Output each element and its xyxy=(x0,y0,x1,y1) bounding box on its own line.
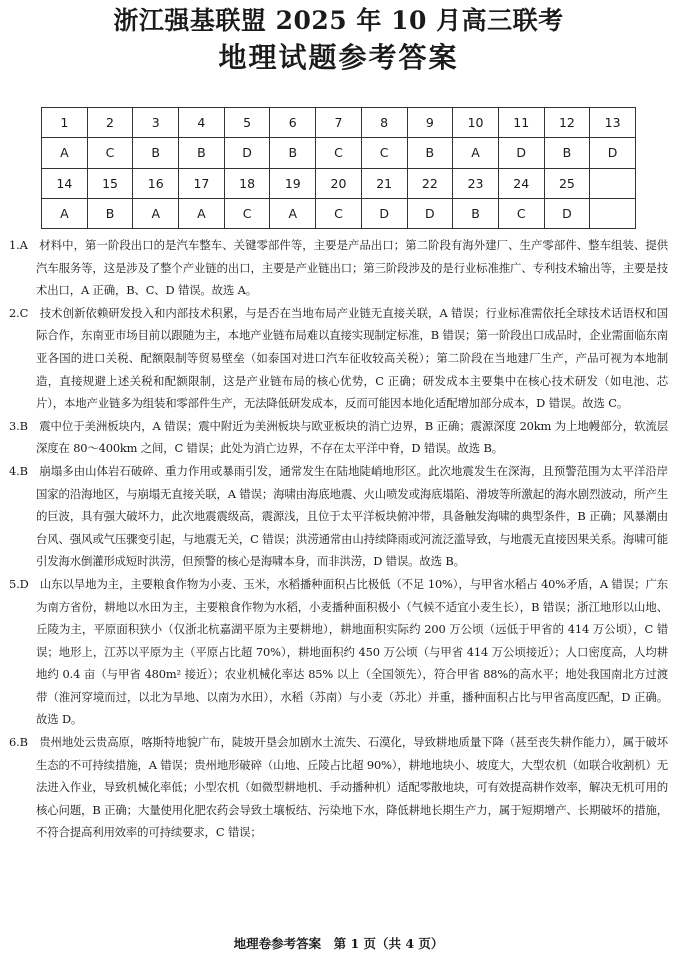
question-number-cell: 5 xyxy=(224,108,270,138)
question-number-cell: 12 xyxy=(544,108,590,138)
answer-cell: B xyxy=(270,138,316,168)
answer-cell: A xyxy=(133,198,179,228)
question-number-cell: 7 xyxy=(316,108,362,138)
question-number-cell: 11 xyxy=(498,108,544,138)
question-number-cell xyxy=(590,168,636,198)
explanations xyxy=(9,234,668,844)
answer-cell: B xyxy=(87,198,133,228)
answer-cell: D xyxy=(361,198,407,228)
answer-cell: C xyxy=(224,198,270,228)
question-number-cell: 16 xyxy=(133,168,179,198)
answer-cell: C xyxy=(316,198,362,228)
question-number-cell: 23 xyxy=(453,168,499,198)
explanation-5: 5.D 山东以旱地为主，主要粮食作物为小麦、玉米，水稻播种面积占比极低（不足 10%），与甲省水稻占 40%矛盾，A 错误；广东为南方省份，耕地以水田为主，主要粮食作物为水稻，小麦播种面积极小（气候不适宜小麦生长），B 错误；浙江地形以山地、丘陵为主，平原面积狭小（仅浙北杭嘉湖平原为主要耕地），耕地面积实际约 200 万公顷（远低于甲省的 414 万公顷），C 错误；地形上，江苏以平原为主（平原占比超 70%），耕地面积约 450 万公顷（与甲省 414 万公顷接近）；人口密度高，人均耕地约 0.4 亩（与甲省 480m² 接近）；农业机械化率达 85% 以上（全国领先），符合甲省 88%的高水平；地处我国南北方过渡带（淮河穿境而过，以北为旱地、以南为水田），水稻（苏南）与小麦（苏北）并重，播种面积占比与甲省高度匹配，D 正确。故选 D。 xyxy=(9,576,668,727)
question-number-cell: 24 xyxy=(498,168,544,198)
page-footer: 地理卷参考答案 第 1 页（共 4 页） xyxy=(233,936,444,951)
answer-cell: D xyxy=(224,138,270,168)
explanation-4: 4.B 崩塌多由山体岩石破碎、重力作用或暴雨引发，通常发生在陆地陡峭地形区。此次地震发生在深海，且预警范围为太平洋沿岸国家的沿海地区，与崩塌无直接关联，A 错误；海啸由海底地震、火山喷发或海底塌陷、滑坡等所激起的海水剧烈波动，所产生的巨波，具有强大破坏力，此次地震震级高，震源浅，且位于太平洋板块俯冲带，具备触发海啸的典型条件，B 正确；风暴潮由台风、强风或气压骤变引起，与地震无关，C 错误；洪涝通常由山持续降雨或河流泛滥导致，与地震无直接因果关系。海啸可能引发海水倒灌形成短时洪涝，但预警的核心是海啸本身，而非洪涝，D 错误。故选 B。 xyxy=(9,463,668,569)
page-header xyxy=(0,4,677,76)
answer-cell: B xyxy=(407,138,453,168)
answer-table-row xyxy=(42,108,636,138)
answer-table-row xyxy=(42,138,636,168)
answer-cell: C xyxy=(361,138,407,168)
question-number-cell: 6 xyxy=(270,108,316,138)
answer-cell: A xyxy=(42,198,88,228)
question-number-cell: 3 xyxy=(133,108,179,138)
answer-cell: B xyxy=(133,138,179,168)
explanation-3: 3.B 震中位于美洲板块内，A 错误；震中附近为美洲板块与欧亚板块的消亡边界，B 正确；震源深度 20km 为上地幔部分，软流层深度在 80～400km 之间，C 错误；此处为消亡边界，不存在太平洋中脊，D 错误。故选 B。 xyxy=(9,418,668,456)
answer-cell: D xyxy=(407,198,453,228)
question-number-cell: 2 xyxy=(87,108,133,138)
question-number-cell: 1 xyxy=(42,108,88,138)
answer-cell: D xyxy=(544,198,590,228)
explanation-2: 2.C 技术创新依赖研发投入和内部技术积累，与是否在当地布局产业链无直接关联，A 错误；行业标准需依托全球技术话语权和国际合作，东南亚市场目前以跟随为主，本地产业链布局难以直接实现制定标准，B 错误；第一阶段出口成品时，企业需面临东南亚各国的进口关税、配额限制等贸易壁垒（如泰国对进口汽车征收较高关税）；第二阶段在当地建厂生产，产品可视为本地制造，直接规避上述关税和配额限制，这是产业链布局的核心优势，C 正确；研发成本主要集中在核心技术研发（如电池、芯片），本地产业链多为组装和零部件生产，无法降低研发成本，反而可能因本地化适配增加部分成本，D 错误。故选 C。 xyxy=(9,305,668,411)
answer-cell: C xyxy=(87,138,133,168)
question-number-cell: 8 xyxy=(361,108,407,138)
answer-cell: A xyxy=(179,198,225,228)
question-number-cell: 4 xyxy=(179,108,225,138)
answer-cell: B xyxy=(544,138,590,168)
answer-cell: A xyxy=(270,198,316,228)
answer-table-row xyxy=(42,168,636,198)
question-number-cell: 10 xyxy=(453,108,499,138)
question-number-cell: 14 xyxy=(42,168,88,198)
answer-cell: C xyxy=(316,138,362,168)
answer-cell: D xyxy=(590,138,636,168)
question-number-cell: 20 xyxy=(316,168,362,198)
answer-key-title: 地理试题参考答案 xyxy=(218,41,459,74)
answer-cell: A xyxy=(42,138,88,168)
question-number-cell: 18 xyxy=(224,168,270,198)
answer-cell: A xyxy=(453,138,499,168)
question-number-cell: 22 xyxy=(407,168,453,198)
answer-cell xyxy=(590,198,636,228)
question-number-cell: 25 xyxy=(544,168,590,198)
explanation-1: 1.A 材料中，第一阶段出口的是汽车整车、关键零部件等，主要是产品出口；第二阶段有海外建厂、生产零部件、整车组装、提供汽车服务等，这是涉及了整个产业链的出口，主要是产业链出口；第三阶段涉及的是行业标准推广、专利技术输出等，主要是技术出口，A 正确，B、C、D 错误。故选 A。 xyxy=(9,238,668,298)
question-number-cell: 13 xyxy=(590,108,636,138)
question-number-cell: 21 xyxy=(361,168,407,198)
answer-cell: D xyxy=(498,138,544,168)
question-number-cell: 17 xyxy=(179,168,225,198)
question-number-cell: 19 xyxy=(270,168,316,198)
answer-table-row xyxy=(42,198,636,228)
answer-cell: C xyxy=(498,198,544,228)
answer-cell: B xyxy=(453,198,499,228)
explanation-6: 6.B 贵州地处云贵高原，喀斯特地貌广布，陡坡开垦会加剧水土流失、石漠化，导致耕地质量下降（甚至丧失耕作能力），属于破坏生态的不可持续措施，A 错误；贵州地形破碎（山地、丘陵占比超 90%），耕地地块小、坡度大，大型农机（如联合收割机）无法进入作业，导致机械化率低；小型农机（如微型耕地机、手动播种机）适配零散地块，可有效提高耕作效率，解决无机可用的核心问题，B 正确；大量使用化肥农药会导致土壤板结、污染地下水，降低耕地长期生产力，属于短期增产、长期破坏的措施，不符合提高利用效率的可持续要求，C 错误； xyxy=(9,735,668,840)
exam-title: 浙江强基联盟 2025 年 10 月高三联考 xyxy=(113,6,564,35)
answer-cell: B xyxy=(179,138,225,168)
question-number-cell: 15 xyxy=(87,168,133,198)
answer-table xyxy=(41,107,636,229)
question-number-cell: 9 xyxy=(407,108,453,138)
